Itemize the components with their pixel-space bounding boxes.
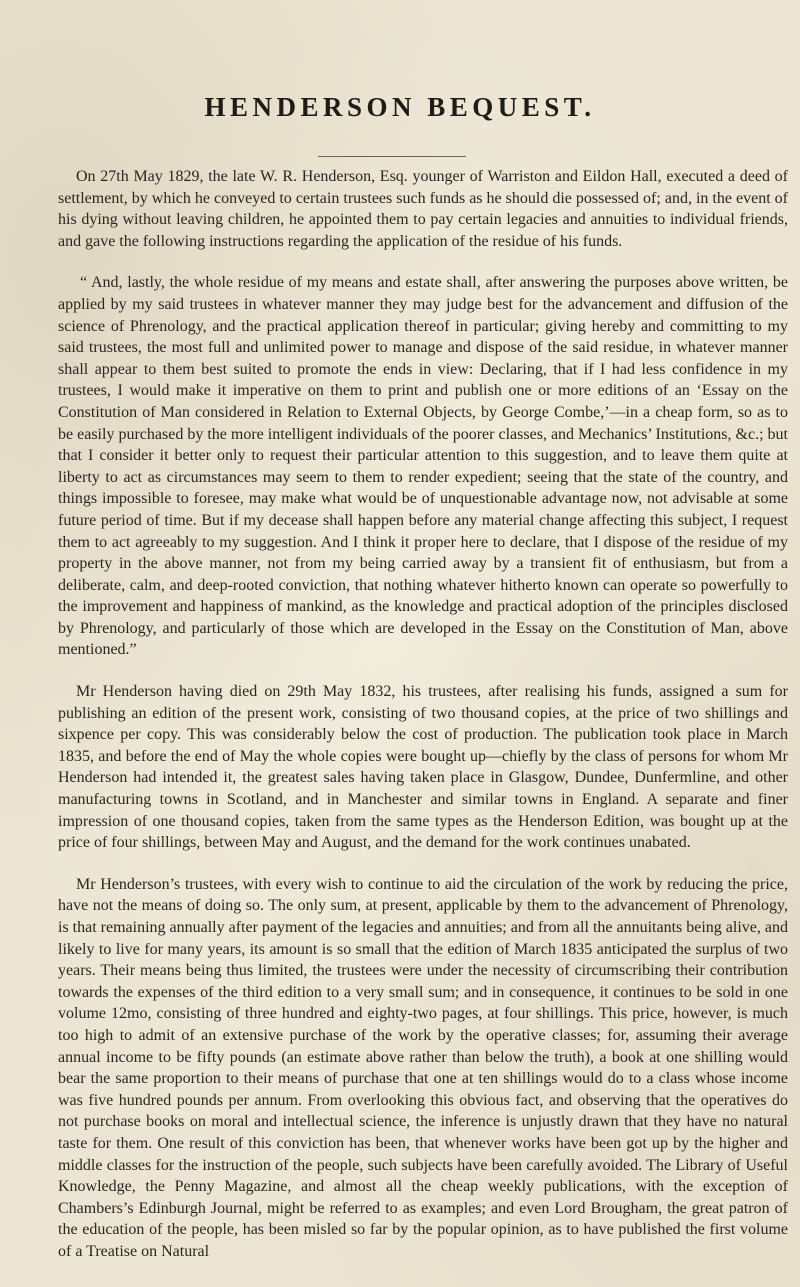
paragraph-quoted-instructions: “ And, lastly, the whole residue of my means and estate shall, after answering the purposes above written, be applied by my said trustees in whatever manner they may judge best for the advancement and diffusion of the science of Phrenology, and the practical application thereof in particular; giving hereby and committing to my said trustees, the most full and unlimited power to manage and dispose of the said residue, in whatever manner shall appear to them best suited to promote the ends in view: Declaring, that if I had less confidence in my trustees, I would make it imperative on them to print and publish one or more editions of an ‘Essay on the Constitution of Man considered in Relation to External Objects, by George Combe,’—in a cheap form, so as to be easily purchased by the more intelligent individuals of the poorer classes, and Mechanics’ Institutions, &c.; but that I consider it better only to request their particular attention to this suggestion, and to leave them quite at liberty to act as circumstances may seem to them to render expedient; seeing that the state of the country, and things impossible to foresee, may make what would be of unquestionable advantage now, not advisable at some future period of time. But if my decease shall happen before any material change affecting this subject, I request them to act agreeably to my suggestion. And I think it proper here to declare, that I dispose of the residue of my property in the above manner, not from my being carried away by a transient fit of enthusiasm, but from a deliberate, calm, and deep-rooted conviction, that nothing whatever hitherto known can operate so powerfully to the improvement and happiness of mankind, as the knowledge and practical adoption of the principles disclosed by Phrenology, and particularly of those which are developed in the Essay on the Constitution of Man, above mentioned.” bbox=[58, 274, 788, 659]
paragraph-deed: On 27th May 1829, the late W. R. Henderson, Esq. younger of Warriston and Eildon Hall, executed a deed of settlement, by which he conveyed to certain trustees such funds as he should die possessed of; and, in the event of his dying without leaving children, he appointed them to pay certain legacies and annuities to individual friends, and gave the following instructions regarding the application of the residue of his funds. bbox=[58, 168, 788, 250]
title-divider bbox=[318, 156, 466, 157]
paragraph-first-edition: Mr Henderson having died on 29th May 1832, his trustees, after realising his funds, assigned a sum for publishing an edition of the present work, consisting of two thousand copies, at the price of two shillings and sixpence per copy. This was considerably below the cost of production. The publication took place in March 1835, and before the end of May the whole copies were bought up—chiefly by the class of persons for whom Mr Henderson had intended it, the greatest sales having taken place in Glasgow, Dundee, Dunfermline, and other manufacturing towns in Scotland, and in Manchester and similar towns in England. A separate and finer impression of one thousand copies, taken from the same types as the Henderson Edition, was bought up at the price of four shillings, between May and August, and the demand for the work continues unabated. bbox=[58, 683, 788, 852]
body-text bbox=[58, 166, 788, 1283]
page-title: HENDERSON BEQUEST. bbox=[204, 92, 596, 122]
paragraph-trustees-means: Mr Henderson’s trustees, with every wish to continue to aid the circulation of the work by reducing the price, have not the means of doing so. The only sum, at present, applicable by them to the advancement of Phrenology, is that remaining annually after payment of the legacies and annuities; and from all the annuitants being alive, and likely to live for many years, its amount is so small that the edition of March 1835 anticipated the surplus of two years. Their means being thus limited, the trustees were under the necessity of circumscribing their contribution towards the expenses of the third edition to a very small sum; and in consequence, it continues to be sold in one volume 12mo, consisting of three hundred and eighty-two pages, at four shillings. This price, however, is much too high to admit of an extensive purchase of the work by the operative classes; for, assuming their average annual income to be fifty pounds (an estimate above rather than below the truth), a book at one shilling would bear the same proportion to their means of purchase that one at ten shillings would do to a class whose income was five hundred pounds per annum. From overlooking this obvious fact, and observing that the operatives do not purchase books on moral and intellectual science, the inference is unjustly drawn that they have no natural taste for them. One result of this conviction has been, that whenever works have been got up by the higher and middle classes for the instruction of the people, such subjects have been carefully avoided. The Library of Useful Knowledge, the Penny Magazine, and almost all the cheap weekly publications, with the exception of Chambers’s Edinburgh Journal, might be referred to as examples; and even Lord Brougham, the great patron of the education of the people, has been misled so far by the popular opinion, as to have published the first volume of a Treatise on Natural bbox=[58, 875, 788, 1260]
